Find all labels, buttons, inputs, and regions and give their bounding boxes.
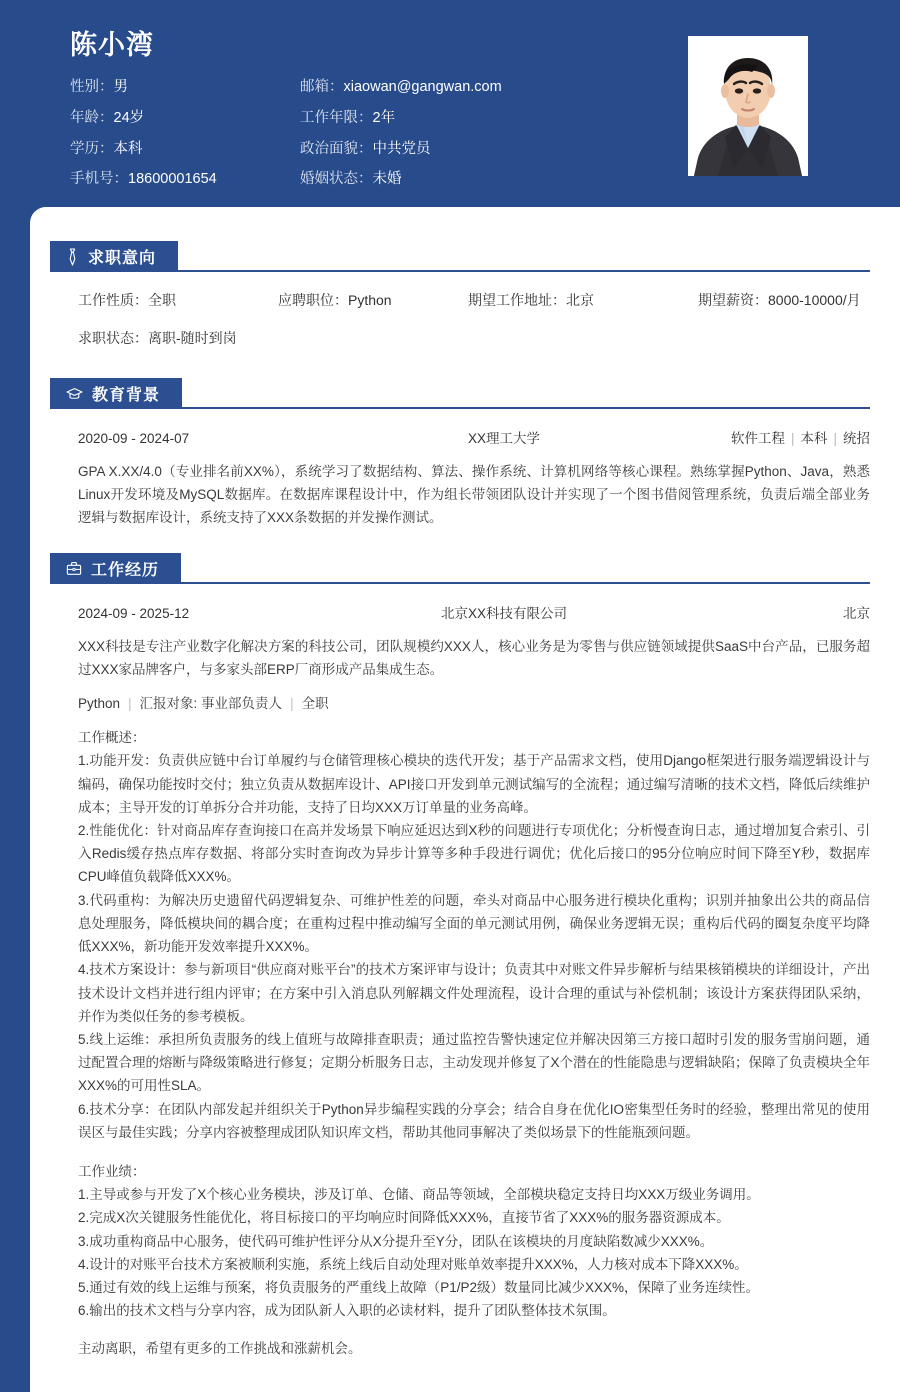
work-achievement-item: 2.完成X次关键服务性能优化，将目标接口的平均响应时间降低XXX%，直接节省了XXX%的服务器资源成本。	[78, 1210, 730, 1226]
education-type: 统招	[843, 431, 870, 446]
divider: |	[290, 696, 294, 712]
resume-card	[30, 207, 900, 1392]
info-email-value: xiaowan@gangwan.com	[343, 79, 502, 96]
spacer	[78, 1144, 870, 1160]
work-date: 2024-09 - 2025-12	[78, 605, 190, 621]
intent-job-nature-value: 全职	[148, 292, 176, 308]
info-experience-years-value: 2年	[372, 109, 396, 126]
work-company: 北京XX科技有限公司	[440, 605, 567, 621]
section-title: 工作经历	[91, 561, 160, 579]
section-title-bar	[50, 241, 178, 272]
divider: |	[833, 431, 837, 446]
section-body-job-intention	[30, 276, 900, 372]
education-school: XX理工大学	[467, 431, 540, 446]
section-education	[30, 378, 900, 547]
info-phone	[70, 169, 300, 191]
info-political-status-value: 中共党员	[372, 140, 431, 157]
info-gender-label: 性别：	[70, 79, 114, 96]
work-summary-item: 1.功能开发：负责供应链中台订单履约与仓储管理核心模块的迭代开发；基于产品需求文档，使用Django框架进行服务端逻辑设计与编码，确保功能按时交付；独立负责从数据库设计、API接口开发到单元测试编写的全流程；通过编写清晰的技术文档，降低后续维护成本；主导开发的订单拆分合并功能，支持了日均XXX万订单量的业务高峰。	[78, 753, 870, 815]
intent-position	[278, 290, 468, 310]
info-education-label: 学历：	[70, 140, 114, 157]
section-body-education	[30, 413, 900, 547]
work-achievement-item: 5.通过有效的线上运维与预案，将负责服务的严重线上故障（P1/P2级）数量同比减少XXX%，保障了业务连续性。	[78, 1280, 760, 1296]
education-qualification	[630, 427, 870, 447]
work-achievement-item: 4.设计的对账平台技术方案被顺利实施，系统上线后自动处理对账单效率提升XXX%，人力核对成本下降XXX%。	[78, 1256, 748, 1272]
info-marital-status-label: 婚姻状态：	[300, 171, 373, 188]
candidate-name: 陈小湾	[70, 30, 154, 60]
intent-job-nature	[78, 290, 278, 310]
intent-status-value: 离职-随时到岗	[148, 330, 237, 346]
intent-position-label: 应聘职位：	[278, 292, 348, 308]
education-degree: 本科	[800, 431, 828, 446]
info-age-label: 年龄：	[70, 109, 114, 126]
section-title-bar	[50, 378, 182, 409]
work-achievement-title: 工作业绩：	[78, 1164, 146, 1180]
info-marital-status-value: 未婚	[372, 171, 402, 188]
work-summary-item: 6.技术分享：在团队内部发起并组织关于Python异步编程实践的分享会；结合自身在优化IO密集型任务时的经验，整理出常见的使用误区与最佳实践；分享内容被整理成团队知识库文档，帮助其他同事解决了类似场景下的性能瓶颈问题。	[78, 1101, 870, 1140]
section-job-intention	[30, 241, 900, 372]
info-age-value: 24岁	[113, 109, 145, 126]
work-closing-note: 主动离职，希望有更多的工作挑战和涨薪机会。	[78, 1340, 362, 1356]
info-email-label: 邮箱：	[300, 79, 344, 96]
work-meta-row	[78, 602, 870, 622]
info-political-status-label: 政治面貌：	[300, 140, 373, 157]
necktie-icon	[66, 248, 79, 266]
education-meta-row	[78, 427, 870, 447]
work-job-type: 全职	[301, 696, 329, 712]
section-title: 求职意向	[88, 250, 157, 267]
work-role-line	[78, 692, 870, 712]
intent-status-label: 求职状态：	[78, 330, 148, 346]
intent-location-label: 期望工作地址：	[468, 292, 566, 308]
info-gender-value: 男	[113, 79, 128, 96]
work-company-intro: XXX科技是专注产业数字化解决方案的科技公司，团队规模约XXX人，核心业务是为零售与供应链领域提供SaaS中台产品，已服务超过XXX家品牌客户，与多家头部ERP厂商形成产品集成生态。	[78, 638, 870, 677]
section-work-experience	[30, 553, 900, 1366]
work-summary-item: 4.技术方案设计：参与新项目“供应商对账平台”的技术方案评审与设计；负责其中对账文件异步解析与结果核销模块的详细设计，产出技术设计文档并进行组内评审；在方案中引入消息队列解耦文件处理流程，设计合理的重试与补偿机制；该设计方案获得团队采纳，并作为类似任务的参考模板。	[78, 962, 870, 1024]
intent-location	[468, 290, 698, 310]
work-achievement-item: 6.输出的技术文档与分享内容，成为团队新人入职的必读材料，提升了团队整体技术氛围。	[78, 1303, 616, 1319]
intent-fields-row	[78, 290, 870, 310]
section-title: 教育背景	[92, 387, 161, 404]
section-header-work-experience	[30, 553, 900, 584]
work-summary-item: 3.代码重构：为解决历史遗留代码逻辑复杂、可维护性差的问题，牵头对商品中心服务进行模块化重构；识别并抽象出公共的商品信息处理服务，降低模块间的耦合度；在重构过程中推动编写全面的单元测试用例，确保业务逻辑无误；重构后代码的圈复杂度平均降低XXX%，新功能开发效率提升XXX%。	[78, 892, 870, 955]
education-date: 2020-09 - 2024-07	[78, 431, 190, 446]
intent-status-row	[78, 328, 870, 348]
info-phone-label: 手机号：	[70, 171, 128, 188]
divider: |	[790, 431, 795, 446]
intent-status	[78, 328, 870, 348]
briefcase-icon	[66, 561, 82, 576]
intent-salary-label: 期望薪资：	[698, 292, 768, 308]
education-major: 软件工程	[730, 431, 785, 446]
section-body-work-experience	[30, 588, 900, 1366]
info-age	[70, 108, 300, 130]
divider: |	[128, 696, 132, 712]
education-description: GPA X.XX/4.0（专业排名前XX%），系统学习了数据结构、算法、操作系统、计算机网络等核心课程。熟练掌握Python、Java，熟悉Linux开发环境及MySQL数据库。在数据库课程设计中，作为组长带领团队设计并实现了一个图书借阅管理系统，负责后端全部业务逻辑与数据库设计，系统支持了XXX条数据的并发操作测试。	[78, 464, 870, 526]
info-education	[70, 139, 300, 161]
info-education-value: 本科	[113, 140, 143, 157]
intent-job-nature-label: 工作性质：	[78, 292, 148, 308]
section-header-job-intention	[30, 241, 900, 272]
section-title-bar	[50, 553, 181, 584]
info-gender	[70, 77, 300, 99]
avatar	[688, 36, 808, 176]
work-achievement-item: 3.成功重构商品中心服务，使代码可维护性评分从X分提升至Y分，团队在该模块的月度缺陷数减少XXX%。	[78, 1233, 714, 1249]
graduation-cap-icon	[66, 387, 83, 401]
intent-salary-value: 8000-10000/月	[768, 292, 861, 308]
work-achievement-item: 1.主导或参与开发了X个核心业务模块，涉及订单、仓储、商品等领域，全部模块稳定支持日均XXX万级业务调用。	[78, 1187, 760, 1203]
work-role: Python	[78, 696, 121, 712]
info-phone-value: 18600001654	[128, 171, 217, 188]
work-location: 北京	[843, 605, 870, 621]
intent-salary	[698, 290, 870, 310]
section-header-education	[30, 378, 900, 409]
resume-header	[0, 0, 900, 207]
work-summary-item: 5.线上运维：承担所负责服务的线上值班与故障排查职责；通过监控告警快速定位并解决因第三方接口超时引发的服务雪崩问题，通过配置合理的熔断与降级策略进行修复；定期分析服务日志，主动发现并修复了X个潜在的性能隐患与逻辑缺陷；保障了负责模块全年XXX%的可用性SLA。	[78, 1031, 871, 1094]
work-summary-title: 工作概述：	[78, 730, 146, 746]
work-report-to: 汇报对象: 事业部负责人	[139, 696, 283, 712]
work-summary-item: 2.性能优化：针对商品库存查询接口在高并发场景下响应延迟达到X秒的问题进行专项优化；分析慢查询日志，通过增加复合索引、引入Redis缓存热点库存数据、将部分实时查询改为异步计算等多种手段进行调优；优化后接口的95分位响应时间下降至Y秒，数据库CPU峰值负载降低XXX%。	[78, 822, 870, 885]
intent-position-value: Python	[348, 292, 392, 308]
info-experience-years-label: 工作年限：	[300, 109, 373, 126]
intent-location-value: 北京	[566, 292, 594, 308]
